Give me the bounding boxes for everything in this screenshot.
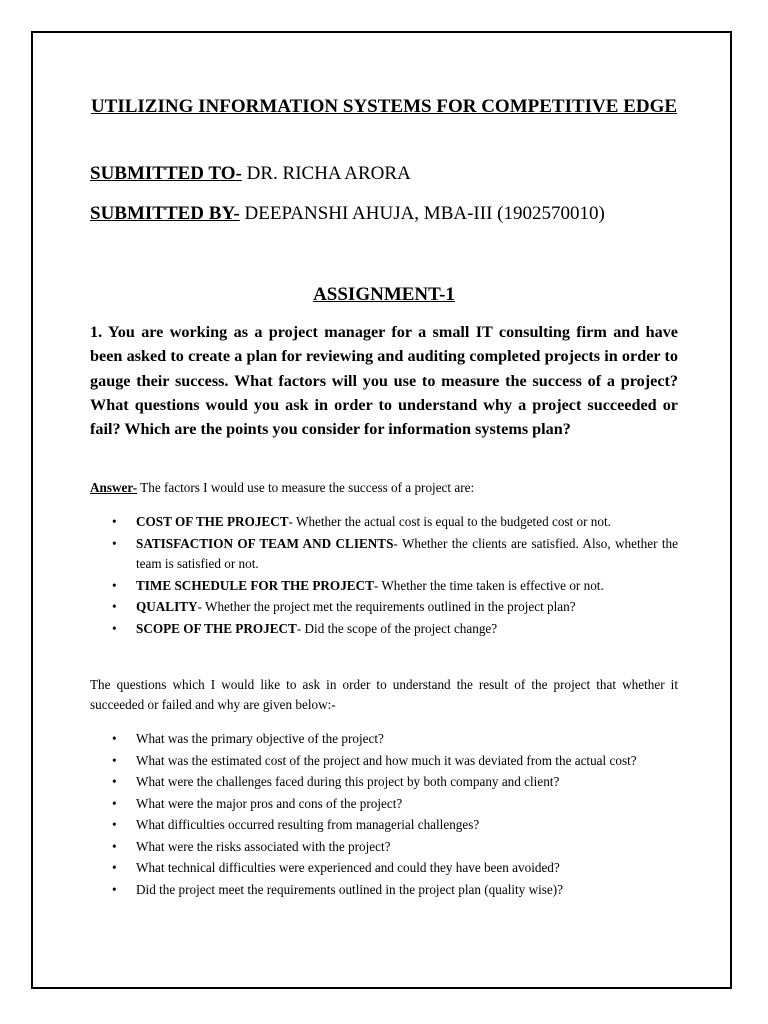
- factor-item: [90, 619, 678, 640]
- question-item-text: Did the project meet the requirements outlined in the project plan (quality wise)?: [136, 881, 563, 897]
- question-item-text: What were the challenges faced during this project by both company and client?: [136, 774, 560, 789]
- factor-item: [90, 534, 678, 575]
- submitted-by-value: DEEPANSHI AHUJA, MBA-III (1902570010): [239, 203, 605, 224]
- question-text: 1. You are working as a project manager for a small IT consulting firm and have been asked to create a plan for reviewing and auditing completed projects in order to gauge their success. What factors will you use to measure the success of a project? What questions would you ask in order to understand why a project succeeded or fail? Which are the points you consider for information systems plan?: [90, 323, 678, 439]
- factor-term: TIME SCHEDULE FOR THE PROJECT: [136, 577, 374, 593]
- bullet-icon: •: [112, 577, 117, 593]
- answer-line: [90, 478, 678, 498]
- factor-item: [90, 597, 678, 618]
- question-item-text: What technical difficulties were experienced and could they have been avoided?: [136, 860, 560, 875]
- question-item-text: What difficulties occurred resulting from managerial challenges?: [136, 817, 480, 832]
- factor-term: COST OF THE PROJECT: [136, 514, 289, 529]
- question-item: [90, 794, 678, 815]
- document-title: UTILIZING INFORMATION SYSTEMS FOR COMPETITIVE EDGE: [90, 96, 678, 117]
- answer-text: The factors I would use to measure the success of a project are:: [137, 480, 475, 495]
- bullet-icon: •: [112, 514, 117, 529]
- question-item: [90, 751, 678, 772]
- factors-list: [90, 512, 678, 640]
- question-item: [90, 772, 678, 793]
- bullet-icon: •: [112, 881, 117, 897]
- submitted-to-line: [90, 162, 678, 186]
- question-item-text: What was the primary objective of the project?: [136, 731, 384, 746]
- question-item: [90, 729, 678, 750]
- questions-list: [90, 729, 678, 901]
- bullet-icon: •: [112, 860, 117, 875]
- question-item: [90, 837, 678, 858]
- submitted-by-label: SUBMITTED BY-: [90, 203, 240, 224]
- questions-intro: The questions which I would like to ask in order to understand the result of the project that whether it succeeded or failed and why are given below:-: [90, 677, 678, 712]
- question-item-text: What was the estimated cost of the project and how much it was deviated from the actual cost?: [136, 752, 637, 768]
- bullet-icon: •: [112, 599, 117, 614]
- factor-term: QUALITY: [136, 599, 198, 614]
- factor-desc: - Whether the time taken is effective or not.: [373, 577, 604, 593]
- factor-item: [90, 576, 678, 597]
- answer-label: Answer-: [90, 480, 138, 495]
- factor-term: SCOPE OF THE PROJECT: [136, 620, 297, 636]
- submitted-to-label: SUBMITTED TO-: [90, 163, 242, 184]
- bullet-icon: •: [112, 838, 117, 854]
- submitted-to-value: DR. RICHA ARORA: [241, 163, 411, 184]
- submitted-by-line: [90, 202, 678, 226]
- factor-desc: - Whether the project met the requirements outlined in the project plan?: [197, 599, 576, 614]
- bullet-icon: •: [112, 731, 117, 746]
- factor-item: [90, 512, 678, 533]
- question-item: [90, 815, 678, 836]
- question-item: [90, 880, 678, 901]
- factor-desc: - Whether the actual cost is equal to the budgeted cost or not.: [288, 514, 611, 529]
- bullet-icon: •: [112, 620, 117, 636]
- factor-desc: - Did the scope of the project change?: [296, 620, 498, 636]
- question-item-text: What were the major pros and cons of the project?: [136, 795, 403, 811]
- bullet-icon: •: [112, 774, 117, 789]
- bullet-icon: •: [112, 535, 117, 551]
- factor-desc: - Whether the clients are satisfied. Also, whether the team is satisfied or not.: [136, 535, 678, 571]
- bullet-icon: •: [112, 752, 117, 768]
- question-item: [90, 858, 678, 879]
- question-item-text: What were the risks associated with the project?: [136, 838, 391, 854]
- bullet-icon: •: [112, 795, 117, 811]
- bullet-icon: •: [112, 817, 117, 832]
- assignment-heading: ASSIGNMENT-1: [313, 284, 455, 305]
- factor-term: SATISFACTION OF TEAM AND CLIENTS: [136, 535, 394, 551]
